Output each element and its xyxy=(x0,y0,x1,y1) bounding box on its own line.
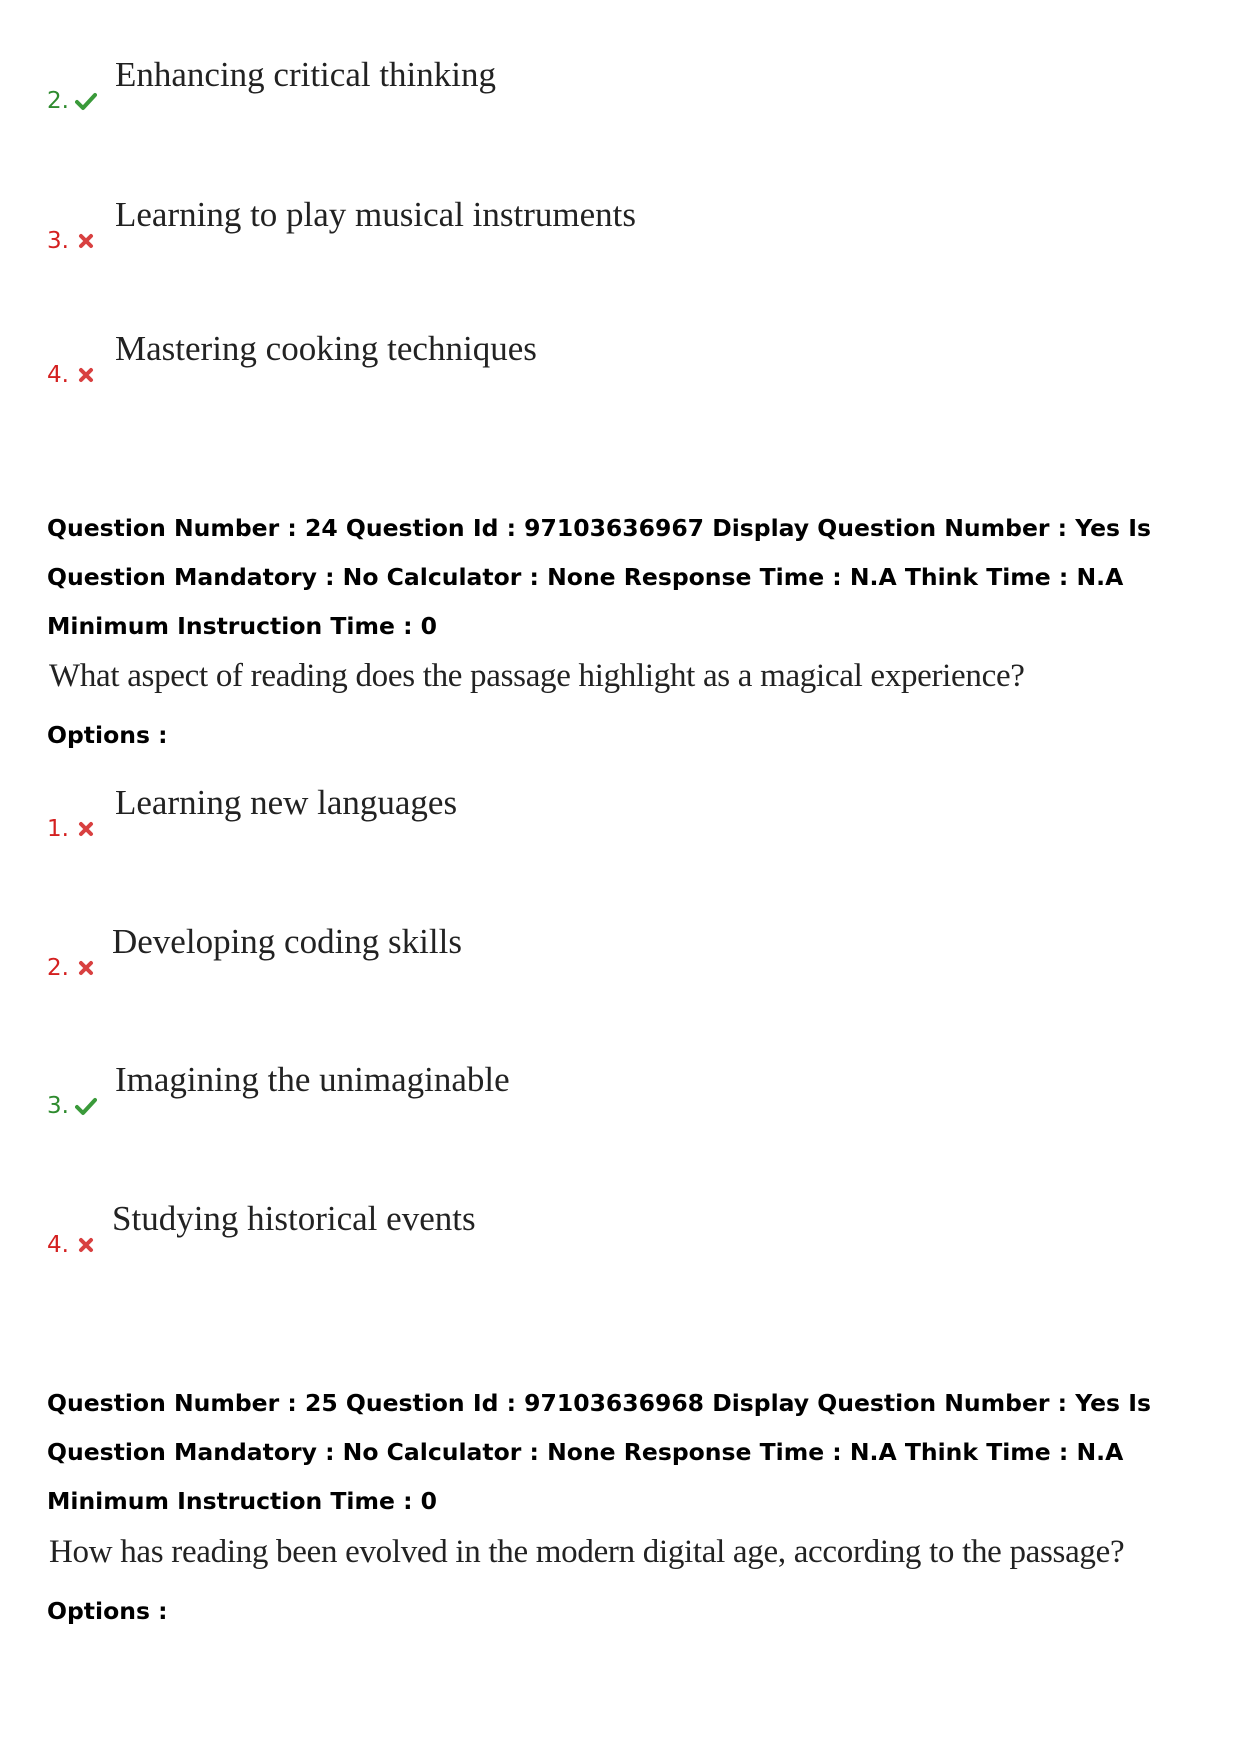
option-number: 1. xyxy=(47,816,69,842)
option-text: Mastering cooking techniques xyxy=(115,329,537,368)
option-number: 4. xyxy=(47,1232,69,1258)
question-meta: Question Number : 25 Question Id : 97103636968 Display Question Number : Yes Is Question Mandatory : No Calculator : None Response Time : N.A Think Time : N.A Minimum Instruction Time : 0 xyxy=(47,1389,1151,1515)
option-item xyxy=(47,922,1147,982)
cross-icon xyxy=(75,364,97,386)
option-item xyxy=(47,1060,1147,1120)
cross-icon xyxy=(75,957,97,979)
options-label: Options : xyxy=(47,721,168,749)
option-number: 3. xyxy=(47,1093,69,1119)
cross-icon xyxy=(75,1234,97,1256)
question-text: How has reading been evolved in the modern digital age, according to the passage? xyxy=(49,1534,1125,1570)
check-icon xyxy=(75,90,97,112)
option-text: Studying historical events xyxy=(112,1199,476,1238)
option-text: Imagining the unimaginable xyxy=(115,1060,510,1099)
option-number: 2. xyxy=(47,88,69,114)
option-item xyxy=(47,329,1147,389)
option-item xyxy=(47,783,1147,843)
option-text: Learning to play musical instruments xyxy=(115,195,637,234)
option-item xyxy=(47,1199,1147,1259)
cross-icon xyxy=(75,818,97,840)
question-text: What aspect of reading does the passage highlight as a magical experience? xyxy=(49,658,1025,694)
option-item xyxy=(47,55,1147,115)
option-number: 4. xyxy=(47,362,69,388)
option-text: Learning new languages xyxy=(115,783,458,822)
option-item xyxy=(47,195,1147,255)
option-text: Developing coding skills xyxy=(112,922,462,961)
option-number: 3. xyxy=(47,228,69,254)
cross-icon xyxy=(75,230,97,252)
option-text: Enhancing critical thinking xyxy=(115,55,497,94)
option-number: 2. xyxy=(47,955,69,981)
check-icon xyxy=(75,1095,97,1117)
question-meta: Question Number : 24 Question Id : 97103636967 Display Question Number : Yes Is Question Mandatory : No Calculator : None Response Time : N.A Think Time : N.A Minimum Instruction Time : 0 xyxy=(47,514,1151,640)
options-label: Options : xyxy=(47,1597,168,1625)
